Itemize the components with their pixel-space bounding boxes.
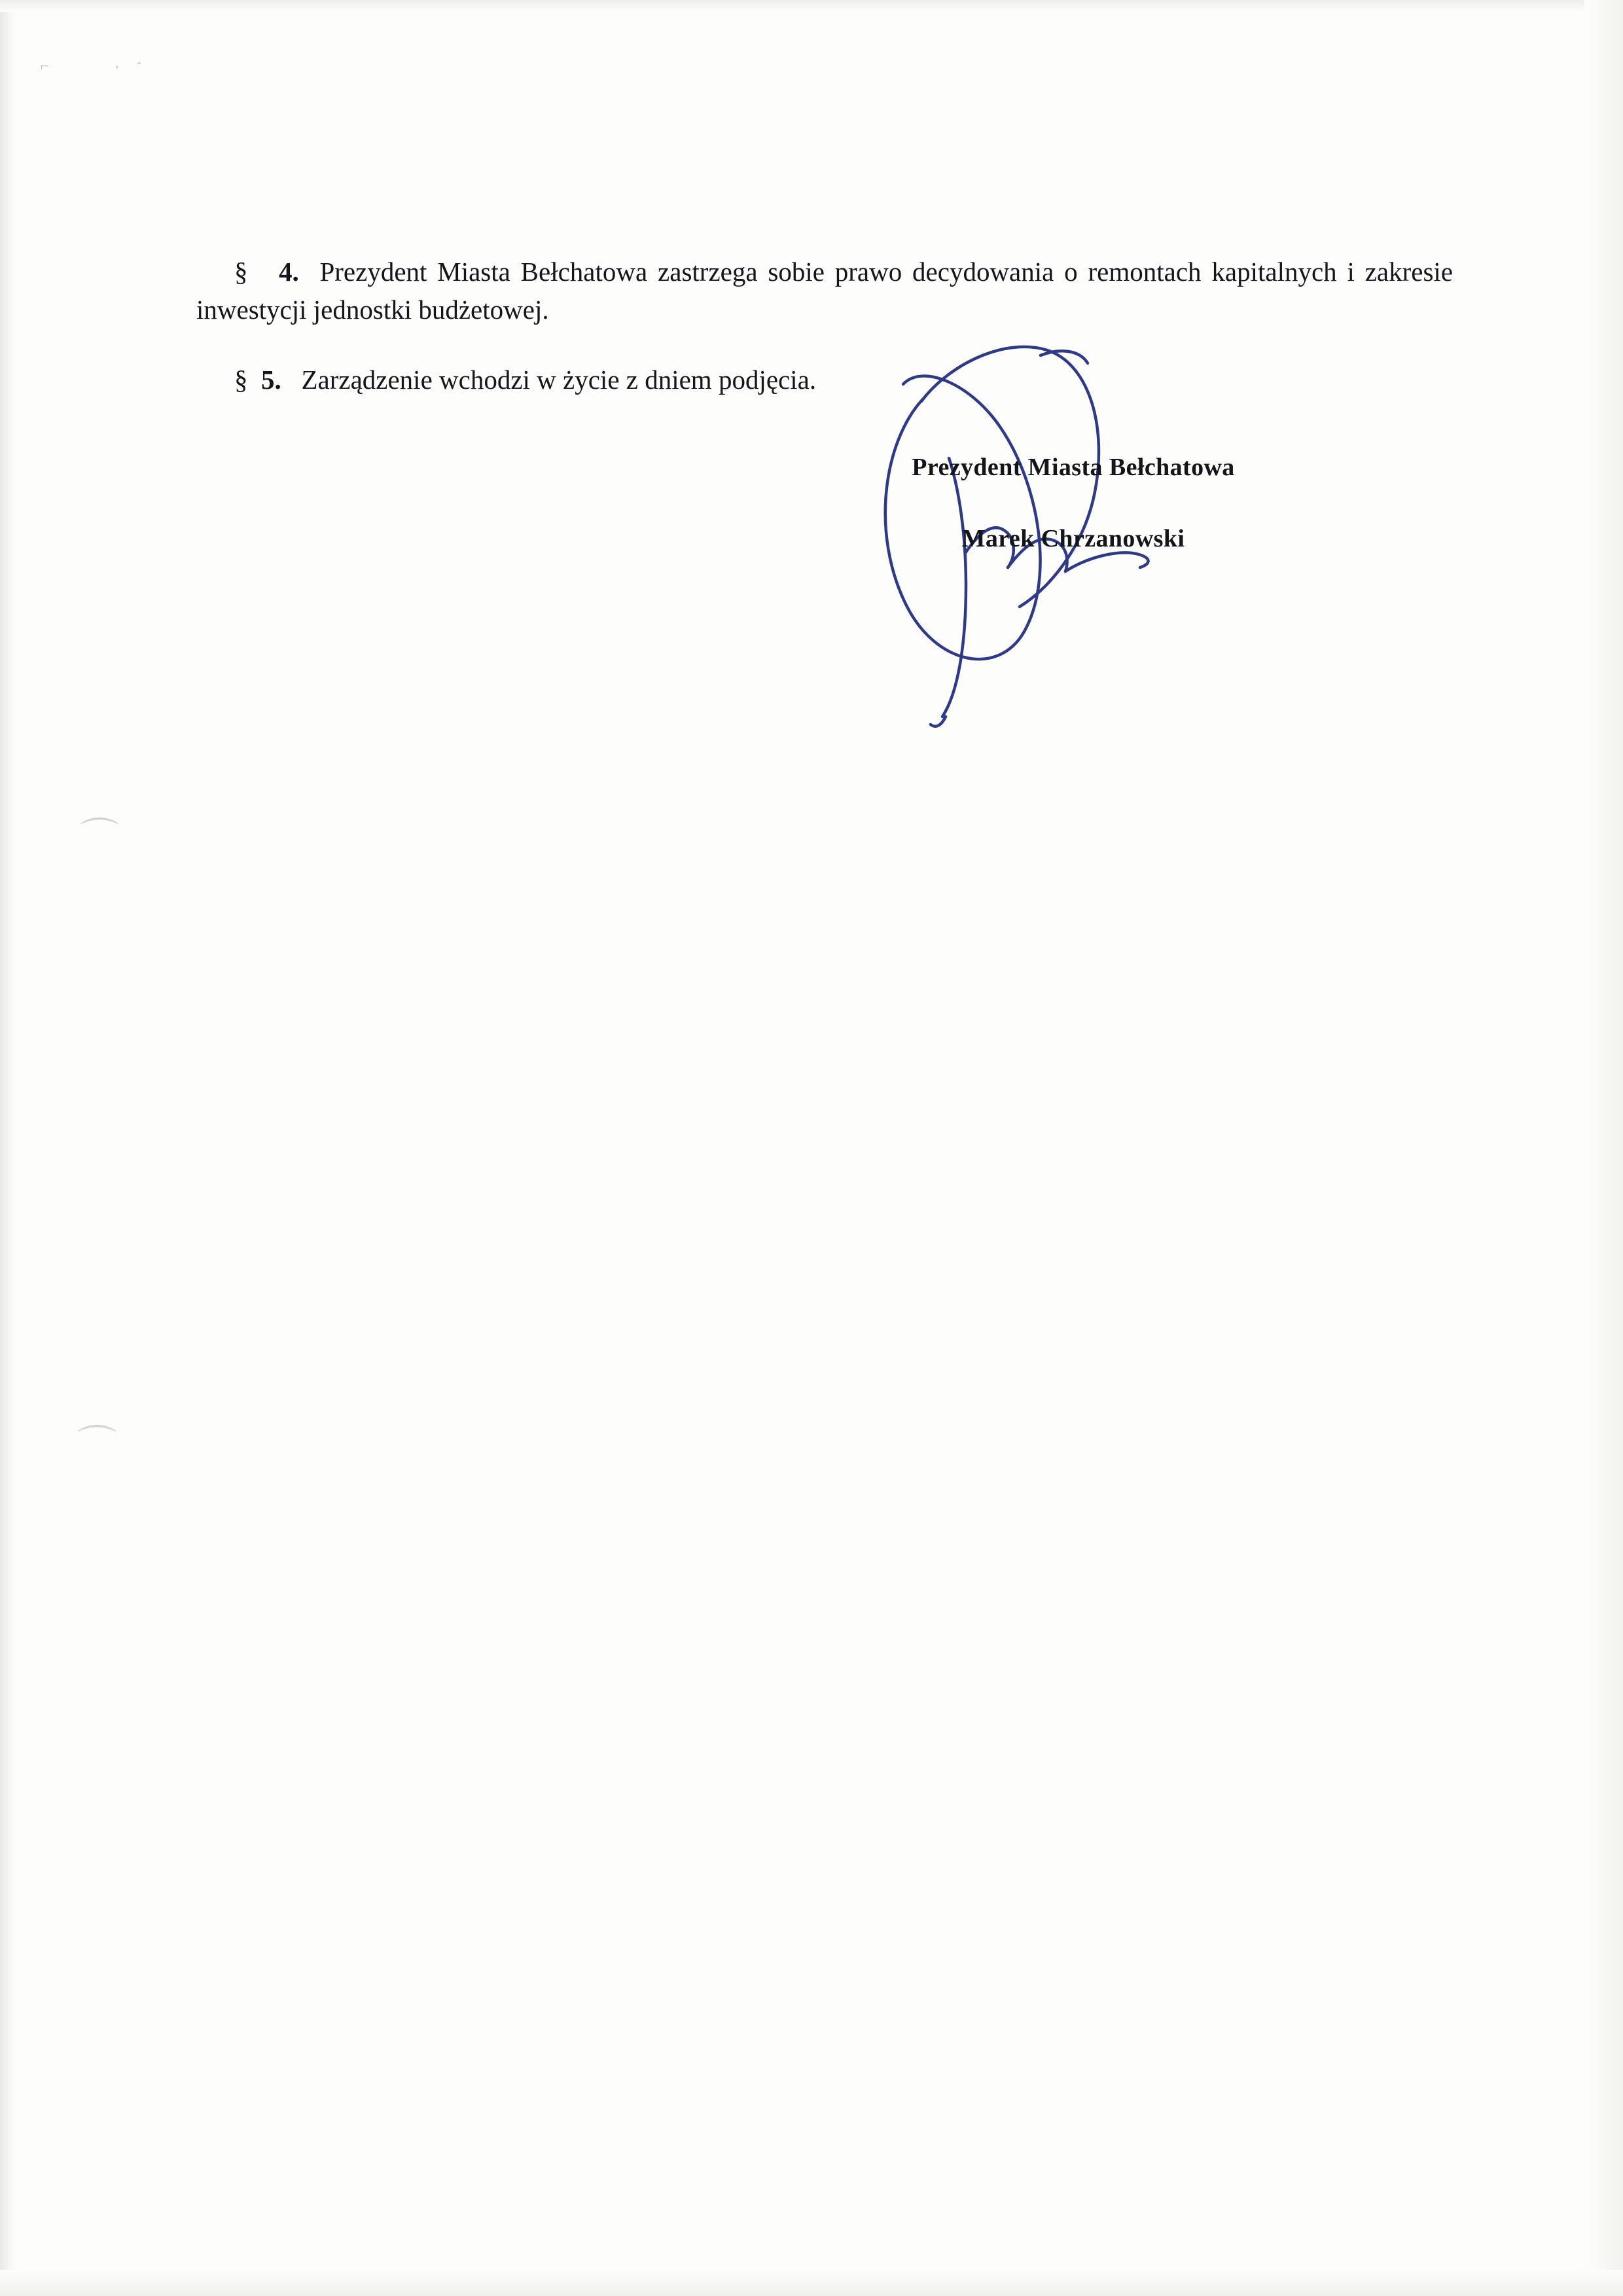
section-symbol-5: § [234,365,248,395]
scan-edge-left [0,0,17,2296]
scan-edge-top [0,0,1623,12]
scan-edge-right [1584,0,1623,2296]
section-number-5: 5. [261,365,281,395]
scan-speck-1: ⌐ [41,58,49,74]
section-symbol-4: § [234,257,248,287]
section-text-4: Prezydent Miasta Bełchatowa zastrzega sobie prawo decydowania o remontach kapitalnych i zakresie inwestycji jednostki budżetowej. [196,257,1454,325]
scan-arc-1: ⌒ [80,816,119,859]
signature-title: Prezydent Miasta Bełchatowa [912,454,1235,481]
section-number-4: 4. [279,257,299,287]
scan-speck-2: ʻ [115,63,119,76]
signature-block [831,452,1315,556]
section-paragraph-5 [196,361,1453,399]
scan-edge-bottom [0,2270,1623,2296]
section-paragraph-4 [196,253,1453,329]
scan-arc-2: ⌒ [77,1424,116,1467]
section-text-5: Zarządzenie wchodzi w życie z dniem podjęcia. [301,365,817,395]
scan-speck-3: ˆ [137,60,141,73]
signature-name: Marek Chrzanowski [961,525,1185,553]
